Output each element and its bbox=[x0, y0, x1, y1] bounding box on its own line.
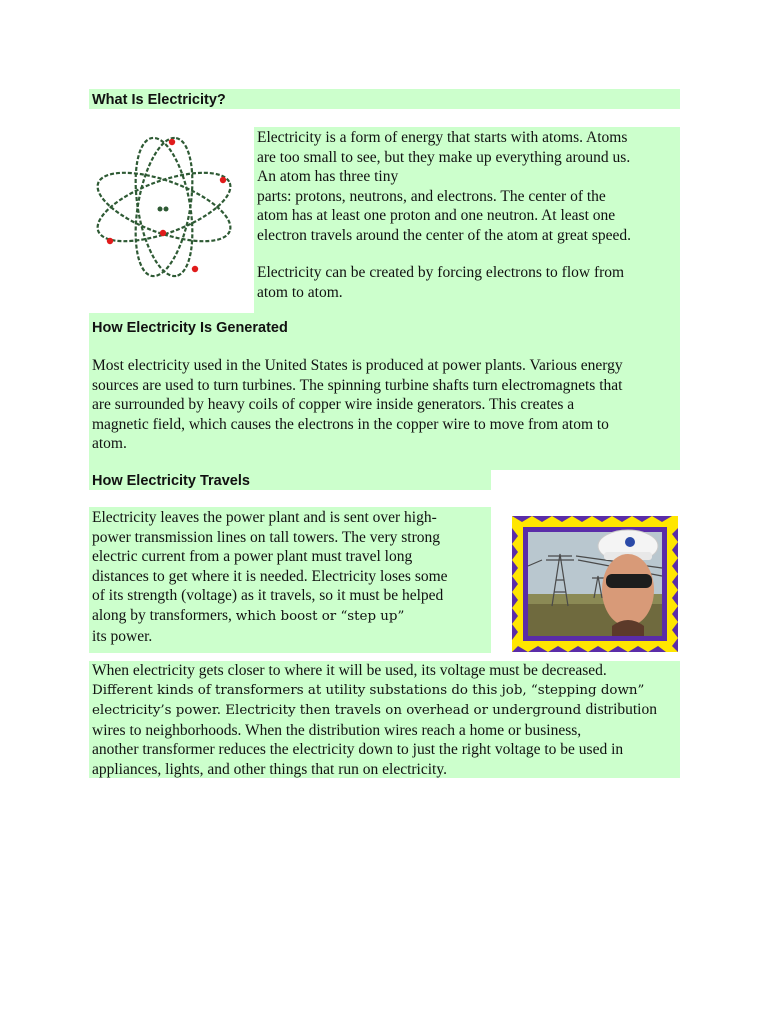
travels-paragraph-2 bbox=[92, 661, 657, 780]
text-line: An atom has three tiny bbox=[257, 168, 399, 186]
text-line: Most electricity used in the United States is produced at power plants. Various energy bbox=[92, 357, 623, 374]
text-line: its power. bbox=[92, 627, 153, 645]
heading-how-generated: How Electricity Is Generated bbox=[92, 320, 288, 336]
text-line bbox=[92, 700, 657, 721]
text-line: atom has at least one proton and one neutron. At least one bbox=[257, 207, 616, 225]
what-paragraph-2 bbox=[257, 263, 624, 302]
heading-what-is-electricity: What Is Electricity? bbox=[92, 92, 226, 108]
heading-how-travels: How Electricity Travels bbox=[92, 473, 250, 489]
text-line: appliances, lights, and other things that run on electricity. bbox=[92, 760, 447, 778]
text-line bbox=[92, 606, 448, 627]
text-line: power transmission lines on tall towers. The very strong bbox=[92, 528, 440, 546]
text-run: electricity’s power. Electricity then travels on overhead or underground bbox=[92, 703, 586, 719]
text-line: Different kinds of transformers at utility substations do this job, “stepping down” bbox=[92, 682, 645, 698]
text-line: are surrounded by heavy coils of copper wire inside generators. This creates a bbox=[92, 396, 575, 414]
text-line: of its strength (voltage) as it travels, so it must be helped bbox=[92, 587, 444, 605]
generated-paragraph bbox=[92, 356, 623, 454]
text-line: electron travels around the center of the atom at great speed. bbox=[257, 226, 631, 244]
text-run: distribution bbox=[585, 701, 657, 719]
text-line: Electricity leaves the power plant and is sent over high- bbox=[92, 509, 437, 526]
text-line: Electricity can be created by forcing electrons to flow from bbox=[257, 264, 625, 281]
travels-paragraph-1 bbox=[92, 508, 448, 646]
text-line: atom. bbox=[92, 435, 127, 453]
power-line-worker-photo bbox=[512, 516, 678, 652]
text-line: parts: protons, neutrons, and electrons. The center of the bbox=[257, 187, 606, 205]
text-line: atom to atom. bbox=[257, 283, 343, 301]
text-line: distances to get where it is needed. Electricity loses some bbox=[92, 567, 448, 585]
what-paragraph-1 bbox=[257, 128, 631, 246]
text-line: When electricity gets closer to where it will be used, its voltage must be decreased. bbox=[92, 662, 607, 679]
text-line: are too small to see, but they make up everything around us. bbox=[257, 148, 631, 166]
text-line: magnetic field, which causes the electrons in the copper wire to move from atom to bbox=[92, 415, 609, 433]
atom-illustration bbox=[88, 130, 240, 278]
text-line: wires to neighborhoods. When the distribution wires reach a home or business, bbox=[92, 721, 582, 739]
text-line: Electricity is a form of energy that starts with atoms. Atoms bbox=[257, 129, 628, 146]
text-line: another transformer reduces the electricity down to just the right voltage to be used in bbox=[92, 741, 624, 759]
text-run: along by transformers, bbox=[92, 606, 236, 624]
text-run: which boost or “step up” bbox=[235, 608, 405, 624]
text-line: electric current from a power plant must travel long bbox=[92, 548, 413, 566]
text-line: sources are used to turn turbines. The spinning turbine shafts turn electromagnets that bbox=[92, 376, 623, 394]
